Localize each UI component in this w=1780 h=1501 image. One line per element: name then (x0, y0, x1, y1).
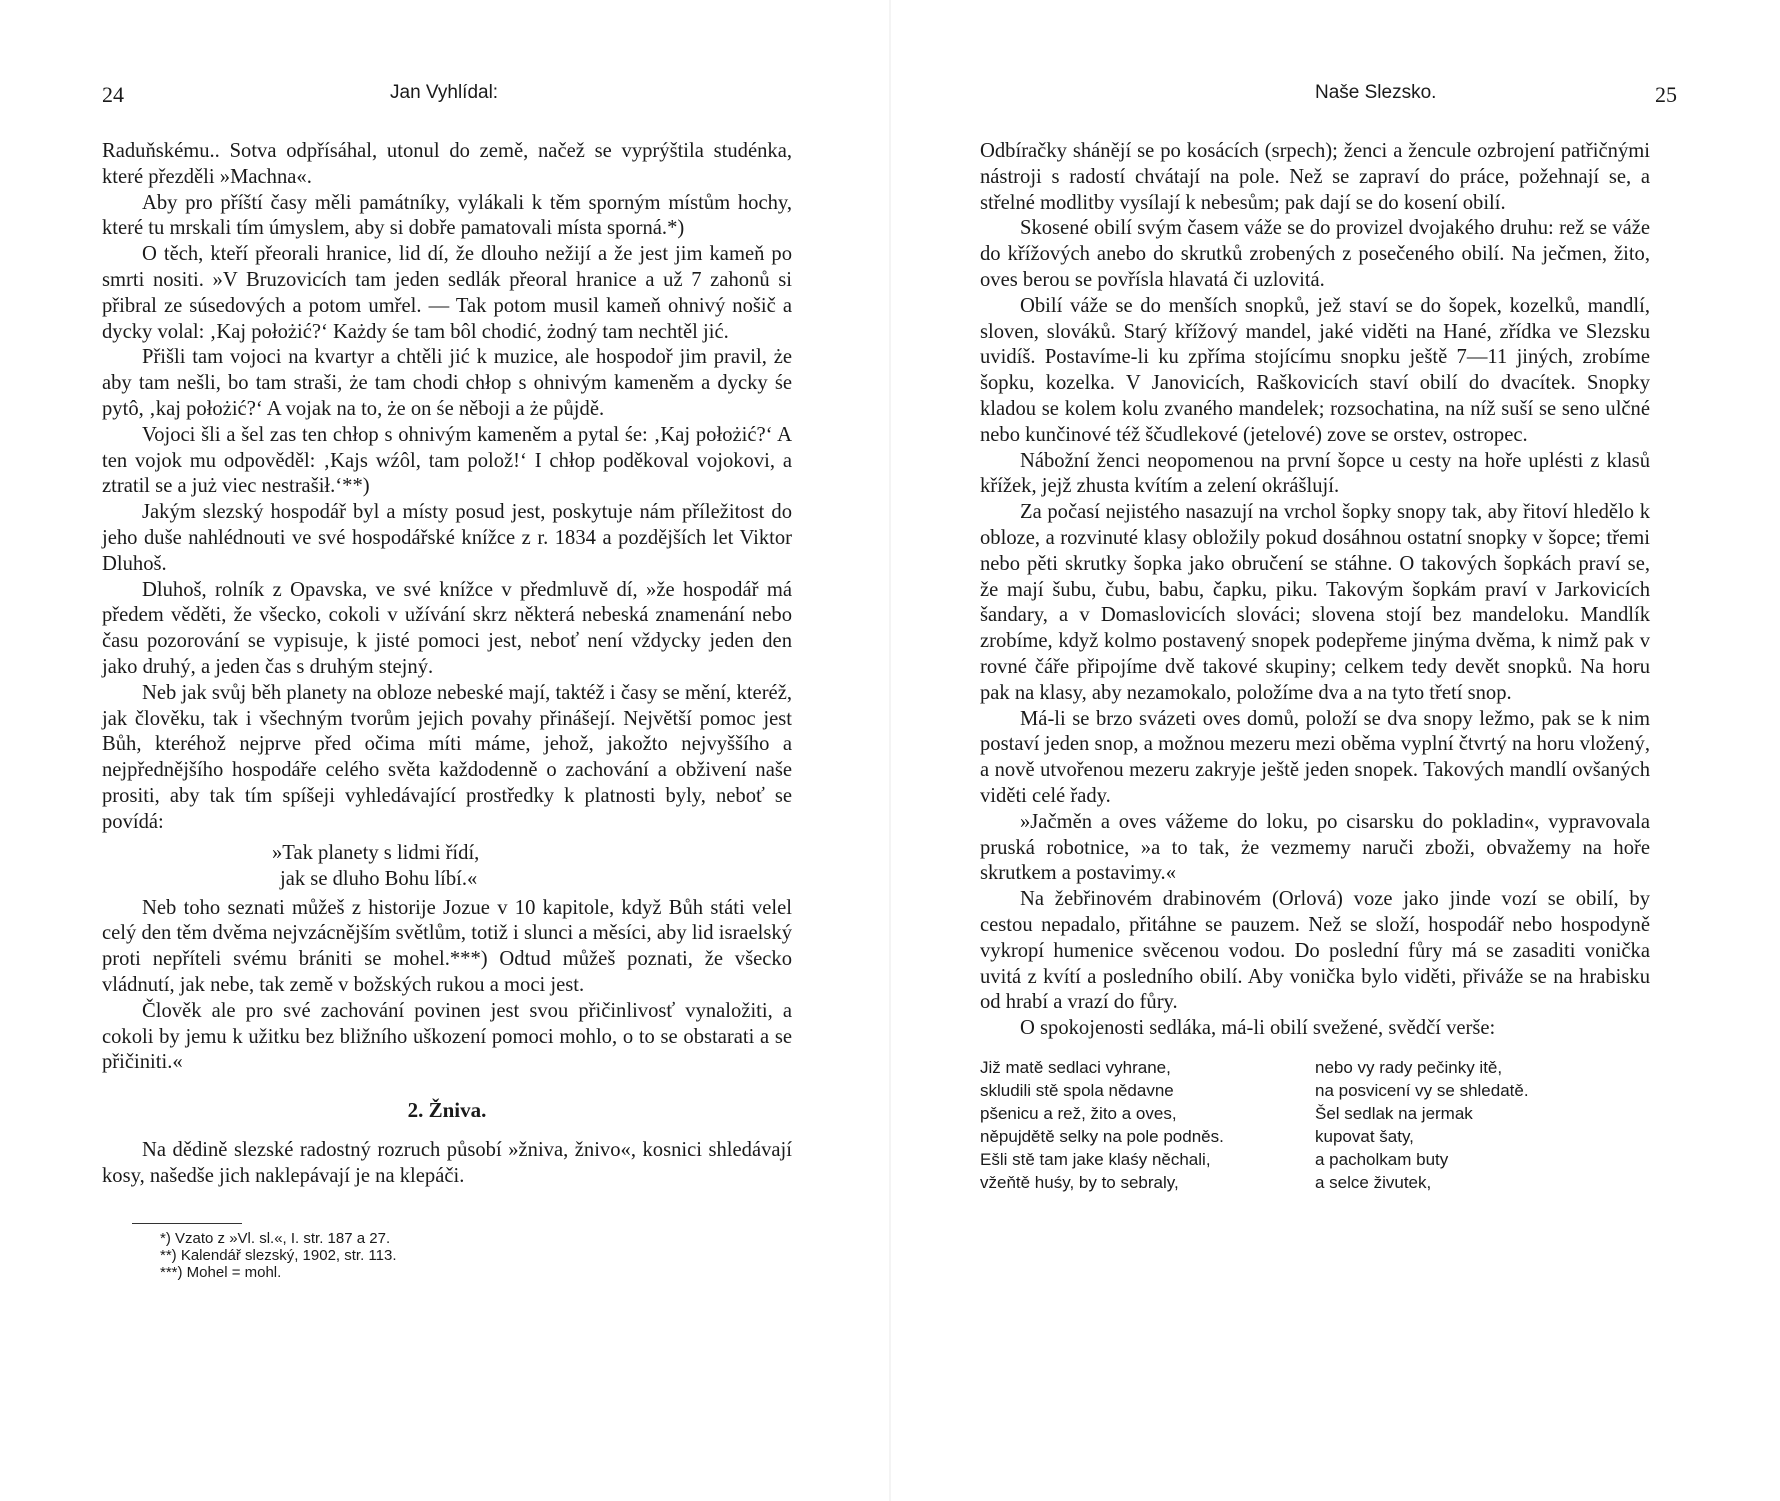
folk-verse (980, 1056, 1650, 1194)
verse-line: Již matě sedlaci vyhrane, (980, 1057, 1171, 1077)
footnotes (160, 1230, 792, 1281)
verse-line: nebo vy rady pečinky itě, (1315, 1057, 1503, 1077)
paragraph: O těch, kteří přeorali hranice, lid dí, že dlouho nežijí a že jest jim kameň po smrti nositi. »V Bruzovicích tam jeden sedlák přeoral hranice a už 7 zahonů si přibral ze súsedových a potom umřel. — Tak potom musil kameň ohnivý nošič a dycky volal: ‚Kaj położić?‘ Każdy śe tam bôl chodić, żodný tam nechtěl jić. (102, 243, 792, 343)
verse-line: a pacholkam buty (1315, 1149, 1449, 1169)
verse-line: »Tak planety s lidmi řídí, (272, 841, 480, 864)
paragraph: Člověk ale pro své zachování povinen jest svou přičinlivosť vynaložiti, a cokoli by jemu k užitku bez bližního uškození pomoci mohlo, o to se obstarati a se přičiniti.« (102, 999, 792, 1074)
paragraph: Vojoci šli a šel zas ten chłop s ohnivým kameněm a pytal śe: ‚Kaj położić?‘ A ten vojok mu odpověděl: ‚Kajs wźôl, tam polož!‘ I chłop poděkoval vojokovi, a ztratil se a już viec nestrašił.‘**) (102, 423, 792, 498)
paragraph: Skosené obilí svým časem váže se do provizel dvojakého druhu: rež se váže do křížových anebo do skrutků zrobených z posečeného obilí. Na ječmen, žito, oves berou se povřísla hlavatá či uzlovitá. (980, 217, 1650, 291)
paragraph: Přišli tam vojoci na kvartyr a chtěli jić k muzice, ale hospodoř jim pravil, że aby tam nešli, bo tam straši, że tam chodi chłop s ohnivým kameněm a dycky śe pytô, ‚kaj położić?‘ A vojak na to, że on śe něboji a że půjdě. (102, 346, 792, 420)
verse-line: skludili stě spola nědavne (980, 1080, 1174, 1100)
paragraph: O spokojenosti sedláka, má-li obilí svežené, svědčí verše: (1020, 1017, 1496, 1040)
paragraph: Neb toho seznati můžeš z historije Jozue v 10 kapitole, když Bůh státi velel celý den těm dvěma nejvzácnějším světlům, totiž i slunci a měsíci, aby lid israelský proti nepříteli svému brániti se mohel.***) Odtud můžeš poznati, že všecko vládnutí, jak nebe, tak země v božských rukou a moci jest. (102, 896, 792, 996)
section-heading: 2. Žniva. (407, 1098, 487, 1123)
verse-line: a selce živutek, (1315, 1172, 1432, 1192)
paragraph: Jakým slezský hospodář byl a místy posud jest, poskytuje nám příležitost do jeho duše nahlédnouti ve své hospodářské knížce z r. 1834 a pozdějších let Viktor Dluhoš. (102, 501, 792, 575)
paragraph: Za počasí nejistého nasazují na vrchol šopky snopy tak, aby řitoví hledělo k obloze, a rozvinuté klasy obložily pokud dosáhnou ostatní snopky v šopce; třemi nebo pěti skrutky šopka jako obručení se stáhne. O takových šopkách praví se, že mají šubu, čubu, babu, čapku, piku. Takovým šopkám praví v Jarkovicích šandary, a v Domaslovicích slováci; slovena stojí bez mandeloku. Mandlík zrobíme, když kolmo postavený snopek podepřeme jinýma dvěma, k nimž pak v rovné čáře připojíme dvě takové skupiny; celkem tedy devět snopků. Na horu pak na klasy, aby nezamokalo, položíme dva a na tyto třetí snop. (980, 501, 1650, 704)
verse-line: něpujdětě selky na pole podněs. (980, 1126, 1224, 1146)
page-number: 25 (1655, 82, 1677, 107)
paragraph: Obilí váže se do menších snopků, jež staví se do šopek, kozelků, mandlí, sloven, slováků. Starý křížový mandel, jaké viděti na Hané, zřídka ve Slezsku uvidíš. Postavíme-li ku zpříma stojícímu snopku ještě 7—11 jiných, zrobíme šopku, kozelka. V Janovicích, Raškovicích staví obilí do dvacítek. Snopky kladou se kolem kolu zvaného mandelek; rozsochatina, na níž suší se seno ulčné nebo kunčinové též ščudlekové (jetelové) zove se orstev, ostropec. (980, 294, 1650, 446)
footnote: **) Kalendář slezský, 1902, str. 113. (160, 1247, 397, 1265)
footnote-divider (132, 1223, 242, 1224)
running-header: Jan Vyhlídal: (390, 82, 499, 103)
verse-line: Šel sedlak na jermak (1315, 1103, 1473, 1123)
paragraph: Raduňskému.. Sotva odpřísáhal, utonul do země, načež se vyprýštila studénka, které přezděli »Machna«. (102, 140, 792, 188)
quoted-verse (272, 840, 792, 892)
paragraph: Odbíračky shánějí se po kosácích (srpech); ženci a žencule ozbrojení patřičnými nástroji s radostí chvátají na pole. Než se zapraví do práce, požehnají se, a střelné modlitby vysílají k nebesům; pak dají se do kosení obilí. (980, 140, 1650, 214)
folk-verse-column-left (980, 1056, 1315, 1194)
paragraph: Aby pro příští časy měli památníky, vylákali k těm sporným místům hochy, které tu mrskali tím úmyslem, aby si dobře pamatovali místa sporná.*) (102, 191, 792, 240)
verse-line: na posvicení vy se shledatě. (1315, 1080, 1529, 1100)
verse-line: pšenicu a rež, žito a oves, (980, 1103, 1177, 1123)
page-number: 24 (102, 82, 124, 107)
right-page (890, 0, 1780, 1501)
paragraph: Na dědině slezské radostný rozruch působí »žniva, žnivo«, kosnici shledávají kosy, našedše jich naklepávají je na klepáči. (102, 1138, 792, 1187)
verse-line: jak se dluho Bohu líbí.« (280, 867, 478, 890)
paragraph: Neb jak svůj běh planety na obloze nebeské mají, taktéž i časy se mění, kteréž, jak člověku, tak i všechným tvorům jejich povahy přinášejí. Největší pomoc jest Bůh, kteréhož nejprve před očima míti máme, jehož, jakožto nejvyššího a nejpřednějšího hospodáře celého světa každodenně o zachování a obživení naše prositi, aby tak tím spíšeji vyhledávající prostředky k platnosti byly, neboť se povídá: (102, 681, 792, 833)
verse-line: vžeňtě huśy, by to sebraly, (980, 1172, 1179, 1192)
folk-verse-column-right (1315, 1056, 1650, 1194)
running-header: Naše Slezsko. (1315, 82, 1437, 103)
paragraph: Má-li se brzo svázeti oves domů, položí se dva snopy ležmo, pak se k nim postaví jeden snop, a možnou mezeru mezi oběma vyplní čtvrtý na horu vložený, a nově utvořenou mezeru zakryje ještě jeden snopek. Takových mandlí ovšaných viděti celé řady. (980, 707, 1650, 807)
verse-line: Ešli stě tam jake klaśy něchali, (980, 1149, 1211, 1169)
footnote: ***) Mohel = mohl. (160, 1264, 282, 1282)
right-body-text (980, 139, 1650, 1194)
paragraph: Na žebřinovém drabinovém (Orlová) voze jako jinde vozí se obilí, by cestou nepadalo, přitáhne se pauzem. Než se složí, hospodář nebo hospodyně vykropí humenice svěcenou vodou. Do poslední fůry má se zasaditi vonička uvitá z kvítí a posledního obilí. Aby vonička bylo viděti, přiváže se na hrabisku od hrabí a vrazí do fůry. (980, 888, 1650, 1014)
left-body-text (102, 139, 792, 1281)
paragraph: »Jačměn a oves vážeme do loku, po cisarsku do pokladin«, vypravovala pruská robotnice, »a to tak, że vezmemy naruči zboži, obvažemy na hoře skrutkem a postavimy.« (980, 810, 1650, 885)
paragraph: Nábožní ženci neopomenou na první šopce u cesty na hoře uplésti z klasů křížek, jejž zhusta kvítím a zelení okrášlují. (980, 449, 1650, 498)
paragraph: Dluhoš, rolník z Opavska, ve své knížce v předmluvě dí, »že hospodář má předem věděti, že všecko, cokoli v užívání skrz některá nebeská znamenání nebo času pozorování se vypisuje, k jisté pomoci jest, neboť není vždycky jeden den jako druhý, a jeden čas s druhým stejný. (102, 578, 792, 678)
footnote: *) Vzato z »Vl. sl.«, I. str. 187 a 27. (160, 1230, 391, 1248)
verse-line: kupovat šaty, (1315, 1126, 1414, 1146)
